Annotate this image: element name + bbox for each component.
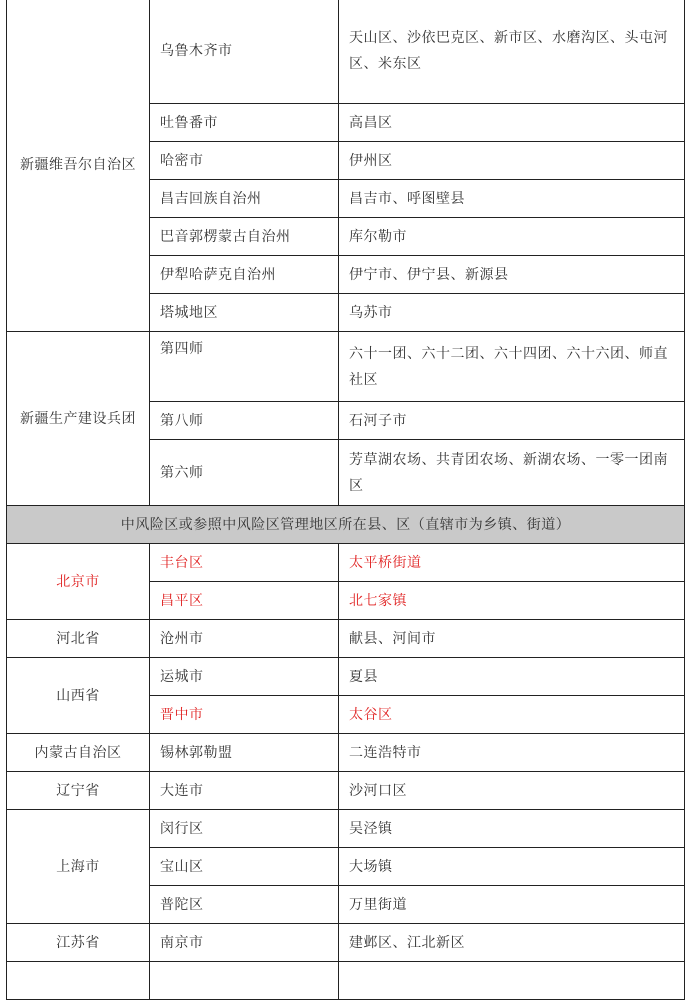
city-cell: 第六师 [150,440,339,506]
city-cell: 普陀区 [150,886,339,924]
city-cell: 哈密市 [150,142,339,180]
province-cell: 河北省 [7,620,150,658]
district-cell: 二连浩特市 [339,734,685,772]
province-cell: 山西省 [7,658,150,734]
province-cell: 江苏省 [7,924,150,962]
district-cell: 乌苏市 [339,294,685,332]
city-cell: 昌平区 [150,582,339,620]
district-cell: 建邺区、江北新区 [339,924,685,962]
district-cell: 伊宁市、伊宁县、新源县 [339,256,685,294]
city-cell: 第四师 [150,332,339,402]
city-cell: 吐鲁番市 [150,104,339,142]
table-row [7,962,685,1000]
province-cell: 新疆维吾尔自治区 [7,0,150,332]
table-row [7,620,685,658]
city-cell: 南京市 [150,924,339,962]
table-row [7,332,685,402]
district-cell: 太谷区 [339,696,685,734]
city-cell: 乌鲁木齐市 [150,0,339,104]
city-cell: 第八师 [150,402,339,440]
district-cell: 吴泾镇 [339,810,685,848]
city-cell: 塔城地区 [150,294,339,332]
district-cell: 献县、河间市 [339,620,685,658]
district-cell: 石河子市 [339,402,685,440]
empty-cell [150,962,339,1000]
district-cell: 伊州区 [339,142,685,180]
province-cell: 新疆生产建设兵团 [7,332,150,506]
city-cell: 锡林郭勒盟 [150,734,339,772]
city-cell: 巴音郭楞蒙古自治州 [150,218,339,256]
table-row [7,810,685,848]
city-cell: 丰台区 [150,544,339,582]
table-row [7,658,685,696]
district-cell: 芳草湖农场、共青团农场、新湖农场、一零一团南区 [339,440,685,506]
table-row [7,0,685,104]
empty-cell [339,962,685,1000]
district-cell: 大场镇 [339,848,685,886]
province-cell: 北京市 [7,544,150,620]
table-row [7,734,685,772]
table-row [7,772,685,810]
province-cell: 辽宁省 [7,772,150,810]
district-cell: 昌吉市、呼图壁县 [339,180,685,218]
table-row [7,924,685,962]
district-cell: 万里街道 [339,886,685,924]
district-cell: 北七家镇 [339,582,685,620]
city-cell: 伊犁哈萨克自治州 [150,256,339,294]
empty-cell [7,962,150,1000]
table-row [7,544,685,582]
city-cell: 晋中市 [150,696,339,734]
city-cell: 运城市 [150,658,339,696]
district-cell: 库尔勒市 [339,218,685,256]
province-cell: 上海市 [7,810,150,924]
medium-risk-header: 中风险区或参照中风险区管理地区所在县、区（直辖市为乡镇、街道） [7,506,685,544]
province-cell: 内蒙古自治区 [7,734,150,772]
district-cell: 高昌区 [339,104,685,142]
section-header-row [7,506,685,544]
district-cell: 太平桥街道 [339,544,685,582]
city-cell: 闵行区 [150,810,339,848]
risk-area-table [6,0,685,1000]
district-cell: 六十一团、六十二团、六十四团、六十六团、师直社区 [339,332,685,402]
district-cell: 沙河口区 [339,772,685,810]
district-cell: 天山区、沙依巴克区、新市区、水磨沟区、头屯河区、米东区 [339,0,685,104]
city-cell: 大连市 [150,772,339,810]
city-cell: 沧州市 [150,620,339,658]
city-cell: 昌吉回族自治州 [150,180,339,218]
district-cell: 夏县 [339,658,685,696]
city-cell: 宝山区 [150,848,339,886]
